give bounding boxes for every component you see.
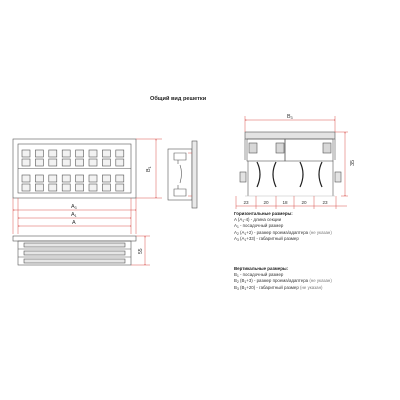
side-clip-top <box>174 153 186 164</box>
grille-slot <box>76 175 84 182</box>
legend-symbol: A <box>234 223 237 229</box>
legend-formula-sub: 1 <box>244 231 247 236</box>
section-top-plate <box>245 132 335 139</box>
legend-formula-sub: 1 <box>242 219 245 224</box>
section-blade-2 <box>273 162 276 187</box>
grille-slot <box>62 175 70 182</box>
bottom-blade-1 <box>24 243 125 247</box>
side-flange <box>192 141 197 208</box>
grille-slot <box>89 175 97 182</box>
legend-note: (не указан) <box>300 284 323 290</box>
legend-horizontal-heading: Горизонтальные размеры: <box>234 211 293 216</box>
legend-formula: (B <box>238 278 245 284</box>
legend-symbol-sub: 3 <box>236 286 239 291</box>
bottom-blade-2 <box>24 251 125 255</box>
legend-description: - посадочный размер <box>238 223 284 229</box>
section-latch-left <box>249 143 257 153</box>
grille-slot <box>116 159 124 166</box>
legend-description: - посадочный размер <box>238 272 284 278</box>
grille-slot <box>76 184 84 191</box>
grille-slot <box>22 150 30 157</box>
dim-a1-label: A1 <box>71 212 77 218</box>
side-clip-bottom <box>174 185 186 196</box>
legend-formula-rest: +20) <box>246 284 256 290</box>
legend-vertical-item <box>234 285 332 291</box>
section-dim-label: 18 <box>282 200 288 205</box>
grille-slot <box>76 150 84 157</box>
side-frame <box>168 149 192 200</box>
grille-slot <box>102 175 110 182</box>
section-blade-1 <box>257 162 260 187</box>
side-view <box>168 141 197 208</box>
legend-description: - габаритный размер <box>255 235 299 241</box>
side-arrows <box>188 153 192 196</box>
legend-formula-rest: +2) <box>246 229 253 235</box>
section-blade-4 <box>319 162 322 187</box>
legend-symbol: A <box>234 229 237 235</box>
grille-slot <box>49 184 57 191</box>
legend-formula: (A <box>238 235 245 241</box>
section-latch-mid <box>276 143 284 153</box>
grille-slot <box>62 150 70 157</box>
section-dim-label: 20 <box>301 200 307 205</box>
grille-slot <box>35 159 43 166</box>
grille-slot <box>35 150 43 157</box>
legend-description: - размер проема/адаптера <box>252 229 310 235</box>
legend-vertical-heading: Вертикальные размеры: <box>234 266 289 271</box>
legend-horizontal <box>234 211 332 242</box>
section-dim-label: 23 <box>322 200 328 205</box>
section-view <box>240 132 341 196</box>
grille-slot <box>89 184 97 191</box>
grille-slot <box>22 184 30 191</box>
legend-formula: (A <box>236 217 243 223</box>
bottom-view <box>13 236 136 265</box>
section-right-bracket <box>335 172 341 182</box>
legend-description: - длина секции <box>249 217 282 223</box>
legend-symbol-sub: 1 <box>236 274 239 279</box>
legend-formula-sub: 1 <box>244 280 247 285</box>
grille-slot <box>116 150 124 157</box>
legend-note: (не указан) <box>309 278 332 284</box>
legend-symbol: B <box>234 272 237 278</box>
legend-symbol-sub: 2 <box>236 280 239 285</box>
section-labels <box>244 114 357 205</box>
grille-slot <box>35 175 43 182</box>
grille-slot <box>89 150 97 157</box>
section-blade-3 <box>300 162 303 187</box>
legend-formula-rest: +33) <box>246 235 256 241</box>
front-view <box>13 139 136 198</box>
dim-a3-label: A3 <box>71 204 77 210</box>
legend-symbol: A <box>234 217 237 223</box>
legend-horizontal-item <box>234 236 332 242</box>
grille-slot <box>49 175 57 182</box>
legend-formula: (B <box>238 284 245 290</box>
legend-horizontal-items <box>234 217 332 242</box>
legend-vertical <box>234 266 332 291</box>
legend-formula: (A <box>238 229 245 235</box>
grille-slot <box>116 184 124 191</box>
legend-symbol: A <box>234 235 237 241</box>
legend-formula-rest: +3) <box>246 278 253 284</box>
legend-formula-sub: 1 <box>244 286 247 291</box>
grille-slot <box>89 159 97 166</box>
section-dim-label: 23 <box>243 200 249 205</box>
legend-symbol: B <box>234 284 237 290</box>
grille-slot <box>22 159 30 166</box>
legend-description: - размер проема/адаптера <box>252 278 310 284</box>
page-title: Общий вид решетки <box>150 96 207 102</box>
dim-b3-label: B3 <box>287 114 293 120</box>
legend-description: - габаритный размер <box>255 284 301 290</box>
grille-slot <box>22 175 30 182</box>
legend-note: (не указан) <box>309 229 332 235</box>
legend-vertical-items <box>234 272 332 291</box>
section-dims <box>236 116 348 209</box>
bottom-flange <box>13 236 136 241</box>
front-slots <box>22 150 124 191</box>
legend-formula-sub: 1 <box>244 237 247 242</box>
section-latch-right <box>323 143 331 153</box>
side-spring <box>180 165 182 183</box>
legend-symbol-sub: 1 <box>236 225 239 230</box>
grille-slot <box>62 159 70 166</box>
grille-slot <box>102 184 110 191</box>
dim-a-label: A <box>72 220 76 226</box>
legend-formula-rest: -4) <box>244 217 250 223</box>
bottom-blade-3 <box>24 259 125 263</box>
dim-35-label: 35 <box>350 159 356 166</box>
legend-symbol-sub: 2 <box>236 231 239 236</box>
dim-55-label: 55 <box>138 248 144 254</box>
grille-slot <box>102 150 110 157</box>
dim-b1-label: B1 <box>146 166 152 172</box>
grille-slot <box>35 184 43 191</box>
grille-slot <box>116 175 124 182</box>
grille-slot <box>49 159 57 166</box>
grille-slot <box>49 150 57 157</box>
legend-symbol-sub: 3 <box>236 237 239 242</box>
section-left-bracket <box>240 172 246 182</box>
legend-symbol: B <box>234 278 237 284</box>
grille-slot <box>76 159 84 166</box>
grille-slot <box>102 159 110 166</box>
grille-slot <box>62 184 70 191</box>
section-dim-label: 20 <box>263 200 269 205</box>
